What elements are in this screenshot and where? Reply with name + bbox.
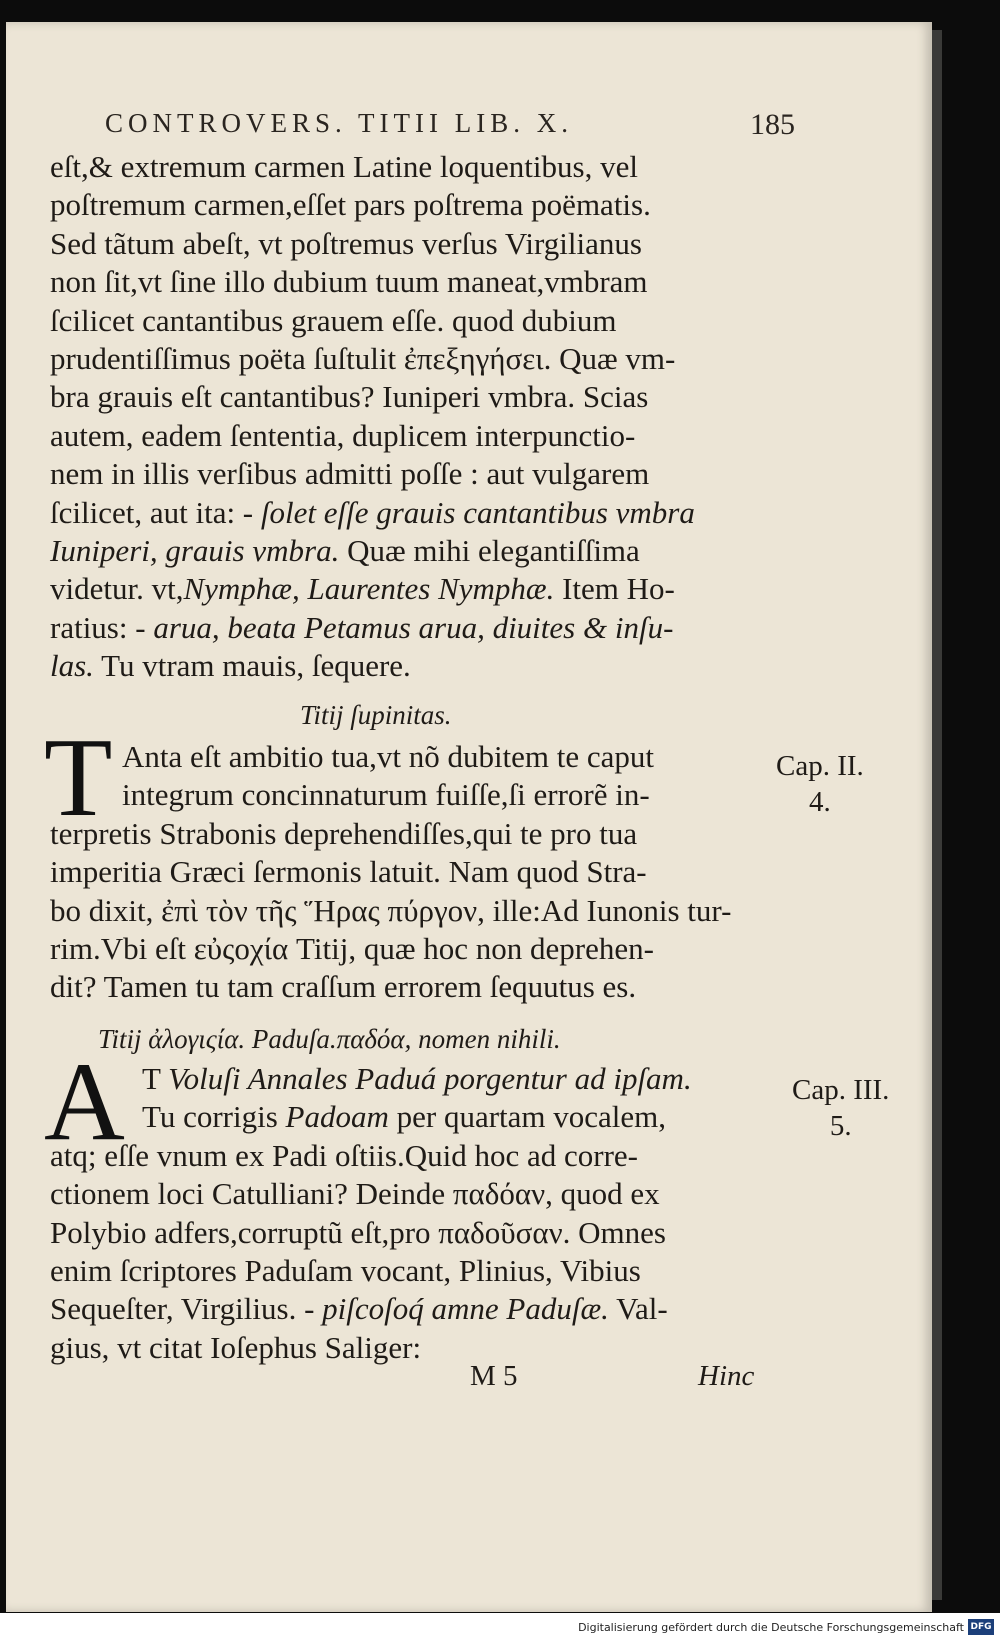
catchword: Hinc bbox=[698, 1360, 755, 1392]
italic-quote: arua, beata Petamus arua, diuites & inſu- bbox=[153, 609, 674, 645]
page-edge bbox=[932, 30, 942, 1600]
text-line bbox=[50, 1290, 780, 1328]
line-text: per quartam vocalem, bbox=[388, 1099, 667, 1135]
italic-quote: Nymphæ, Laurentes Nymphæ. bbox=[183, 571, 555, 607]
margin-note-num: 5. bbox=[829, 1110, 852, 1142]
line-text: Item Ho- bbox=[554, 571, 675, 607]
text-line bbox=[50, 647, 780, 685]
section-paragraph bbox=[50, 1060, 780, 1367]
section-heading: Titij ἀλογιςία. Paduſa.παδόα, nomen nihili. bbox=[98, 1024, 561, 1054]
line-text: Quæ mihi elegantiſſima bbox=[339, 533, 640, 569]
text-line: non ſit,vt ſine illo dubium tuum maneat,vmbram bbox=[50, 264, 648, 300]
credit-text: Digitalisierung gefördert durch die Deutsche Forschungsgemeinschaft bbox=[578, 1621, 964, 1634]
text-line bbox=[50, 609, 780, 647]
text-line bbox=[50, 570, 780, 608]
text-line bbox=[50, 532, 780, 570]
text-line: Polybio adfers,corruptũ eſt,pro παδοῦσαν. Omnes bbox=[50, 1214, 666, 1250]
line-text: Val- bbox=[608, 1291, 668, 1327]
section-paragraph bbox=[50, 738, 780, 1007]
margin-note-cap: Cap. II. bbox=[776, 750, 864, 782]
running-head bbox=[105, 108, 795, 139]
margin-note-num: 4. bbox=[809, 786, 831, 818]
line-text: Tu corrigis bbox=[142, 1099, 286, 1135]
line-text: Sequeſter, Virgilius. - bbox=[50, 1291, 323, 1327]
signature-mark: M 5 bbox=[470, 1360, 518, 1392]
credit-bar bbox=[0, 1613, 1000, 1639]
italic-quote: ſolet eſſe grauis cantantibus vmbra bbox=[260, 494, 695, 530]
text-line: gius, vt citat Ioſephus Saliger: bbox=[50, 1329, 422, 1365]
text-line: integrum concinnaturum fuiſſe,ſi errorẽ in- bbox=[122, 777, 650, 813]
line-text: Tu vtram mauis, ſequere. bbox=[93, 648, 411, 684]
line-text: videtur. vt, bbox=[50, 571, 184, 607]
italic-quote: las. bbox=[50, 648, 94, 684]
text-line: ctionem loci Catulliani? Deinde παδόαν, quod ex bbox=[50, 1176, 660, 1212]
italic-quote: piſcoſoq́ amne Paduſæ. bbox=[322, 1291, 609, 1327]
section-heading: Titij ſupinitas. bbox=[300, 700, 452, 730]
text-line: eſt,& extremum carmen Latine loquentibus, vel bbox=[50, 149, 638, 184]
italic-quote: Voluſi Annales Paduá porgentur ad ipſam. bbox=[168, 1061, 692, 1096]
text-line bbox=[50, 1098, 780, 1136]
text-line: nem in illis verſibus admitti poſſe : aut vulgarem bbox=[50, 456, 650, 492]
text-line: autem, eadem ſententia, duplicem interpunctio- bbox=[50, 417, 636, 453]
line-text: T bbox=[142, 1061, 169, 1096]
page-number: 185 bbox=[750, 108, 795, 141]
text-line: prudentiſſimus poëta ſuſtulit ἐπεξηγήσει. Quæ vm- bbox=[50, 341, 676, 377]
text-line: dit? Tamen tu tam craſſum errorem ſequutus es. bbox=[50, 969, 637, 1005]
line-text: ratius: - bbox=[50, 609, 154, 645]
text-line: Anta eſt ambitio tua,vt nõ dubitem te caput bbox=[122, 739, 655, 774]
text-line: atq; eſſe vnum ex Padi oſtiis.Quid hoc ad corre- bbox=[50, 1137, 638, 1173]
running-head-title: CONTROVERS. TITII LIB. X. bbox=[105, 108, 573, 138]
text-line: terpretis Strabonis deprehendiſſes,qui te pro tua bbox=[50, 815, 638, 851]
italic-quote: Iuniperi, grauis vmbra. bbox=[50, 533, 340, 569]
margin-note-cap: Cap. III. bbox=[792, 1074, 890, 1106]
text-line: poſtremum carmen,eſſet pars poſtrema poëmatis. bbox=[50, 187, 651, 223]
text-line bbox=[50, 494, 780, 532]
text-line: bo dixit, ἐπὶ τὸν τῆς Ἥρας πύργον, ille:Ad Iunonis tur- bbox=[50, 892, 732, 928]
dfg-logo-icon: DFG bbox=[968, 1619, 994, 1635]
text-line bbox=[50, 1060, 780, 1098]
margin-note bbox=[792, 1072, 889, 1144]
text-line: Sed tãtum abeſt, vt poſtremus verſus Virgilianus bbox=[50, 225, 642, 261]
italic-word: Padoam bbox=[285, 1099, 389, 1135]
text-line: enim ſcriptores Paduſam vocant, Plinius, Vibius bbox=[50, 1253, 641, 1289]
text-line: rim.Vbi eſt εὐςοχία Titij, quæ hoc non deprehen- bbox=[50, 931, 654, 967]
paragraph-continuation bbox=[50, 148, 780, 686]
line-text: ſcilicet, aut ita: - bbox=[50, 494, 261, 530]
drop-cap: A bbox=[44, 1040, 125, 1164]
text-line: bra grauis eſt cantantibus? Iuniperi vmbra. Scias bbox=[50, 379, 649, 415]
margin-note bbox=[776, 748, 864, 820]
text-line: imperitia Græci ſermonis latuit. Nam quod Stra- bbox=[50, 854, 647, 890]
text-line: ſcilicet cantantibus grauem eſſe. quod dubium bbox=[50, 302, 617, 338]
drop-cap: T bbox=[44, 716, 113, 840]
